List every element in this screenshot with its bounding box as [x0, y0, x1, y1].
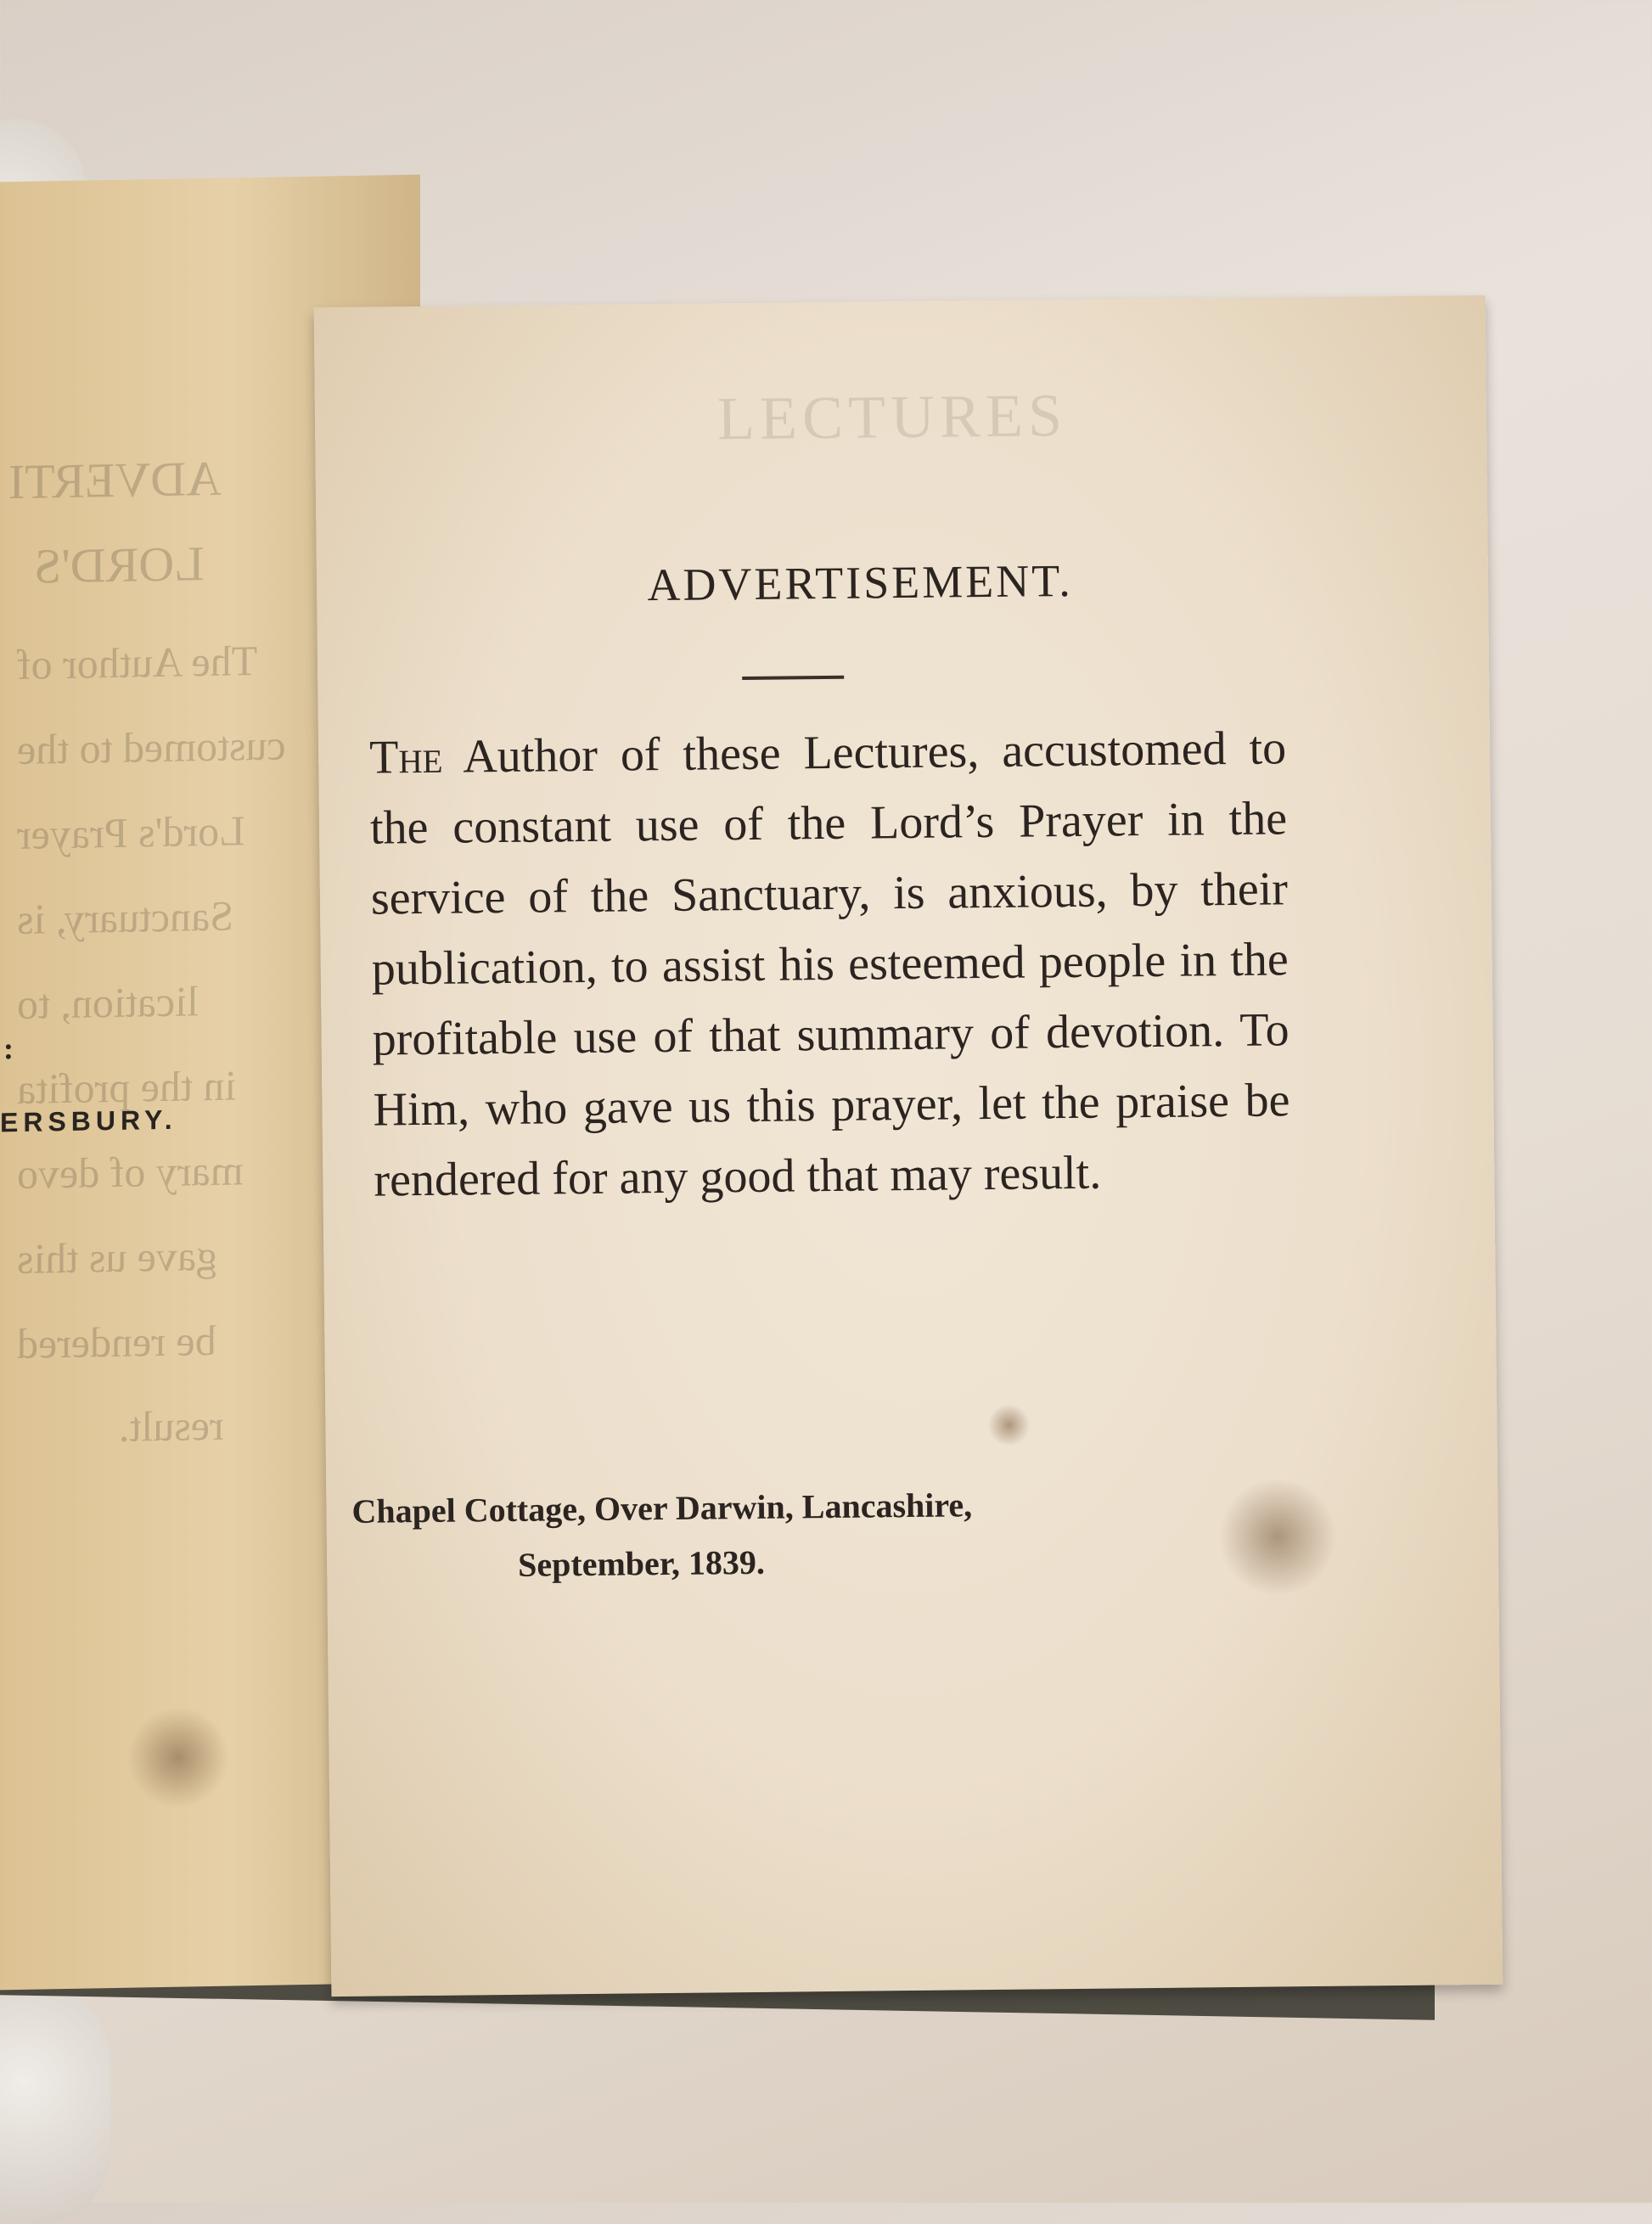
signature-date: September, 1839. [517, 1542, 766, 1584]
foxing-stain [127, 1706, 229, 1810]
advertisement-paragraph [369, 713, 1291, 1216]
left-page-colon: : [3, 1031, 14, 1066]
show-through-text: customed to the [17, 721, 286, 773]
show-through-text: result. [119, 1401, 224, 1451]
foxing-stain [1217, 1477, 1337, 1597]
page-heading: ADVERTISEMENT. [647, 554, 1073, 611]
show-through-text: ADVERTI [8, 450, 222, 510]
show-through-heading: LECTURES [716, 380, 1068, 453]
gloved-hand-lower [0, 1986, 110, 2224]
show-through-text: Sanctuary, is [17, 891, 234, 943]
show-through-text: The Author of [17, 637, 258, 688]
right-page [314, 295, 1503, 1997]
left-page-printed-line: ERSBURY. [0, 1104, 177, 1138]
show-through-text: gave us this [17, 1231, 218, 1283]
signature-location: Chapel Cottage, Over Darwin, Lancashire, [351, 1485, 973, 1530]
show-through-text: LORD'S [34, 536, 205, 594]
show-through-text: mary of devo [17, 1146, 244, 1198]
show-through-text: be rendered [17, 1316, 216, 1368]
paragraph-body: Author of these Lectures, accustomed to the constant use of the Lord’s Prayer in the service of the Sanctuary, is anxious, by their publication, to assist his esteemed people in the profitable use of that summary of devotion. To Him, who gave us this prayer, let the praise be rendered for any good that may result. [369, 722, 1290, 1207]
show-through-text: lication, to [17, 977, 199, 1028]
show-through-text: Lord's Prayer [17, 806, 245, 858]
show-through-text: in the profita [17, 1061, 237, 1113]
paragraph-lead: The [368, 730, 443, 784]
foxing-stain [987, 1404, 1031, 1447]
heading-rule [742, 676, 844, 680]
